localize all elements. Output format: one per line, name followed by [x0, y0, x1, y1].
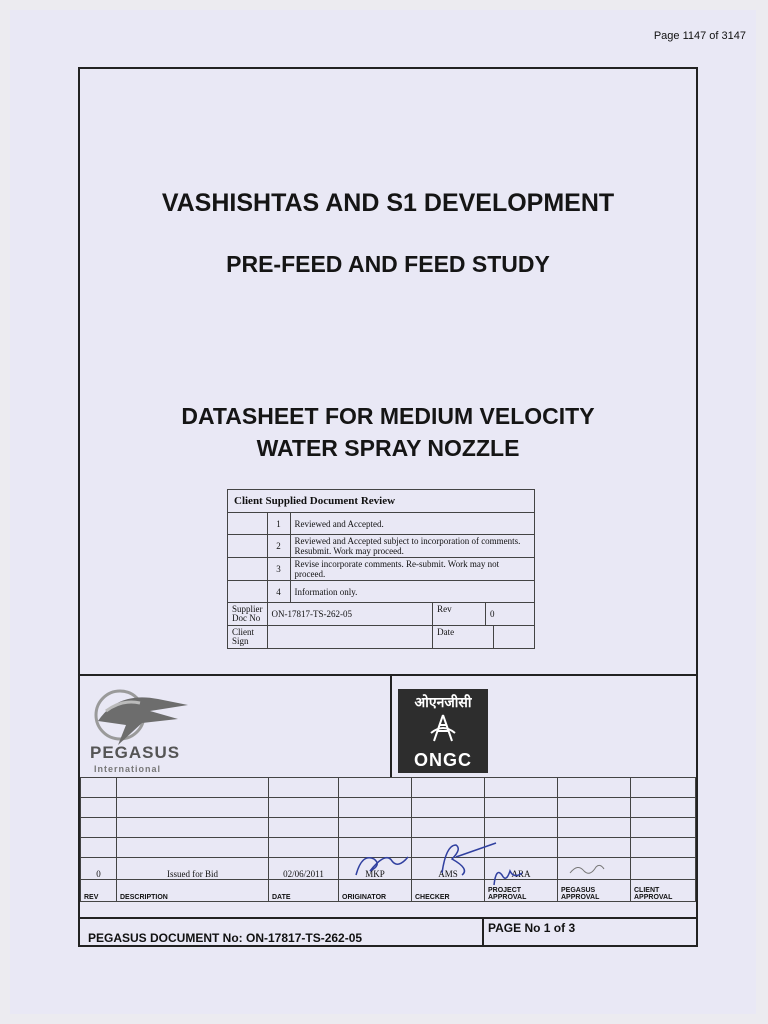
client-sign-value	[267, 626, 433, 649]
description-label: DESCRIPTION	[117, 880, 269, 902]
checker-value: AMS	[412, 858, 485, 880]
client-review-stamp	[227, 489, 535, 649]
pegasus-wordmark: PEGASUS	[90, 743, 181, 762]
date-cell	[433, 626, 535, 649]
divider-line	[482, 917, 484, 947]
review-item-text: Reviewed and Accepted subject to incorporation of comments. Resubmit. Work may proceed.	[290, 535, 535, 558]
doc-number-label: PEGASUS DOCUMENT No:	[88, 931, 243, 945]
review-header: Client Supplied Document Review	[228, 490, 535, 513]
rev-value: 0	[490, 609, 495, 619]
review-item-text: Reviewed and Accepted.	[290, 513, 535, 535]
review-item-number: 4	[267, 581, 290, 603]
originator-label: ORIGINATOR	[339, 880, 412, 902]
originator-value: MKP	[339, 858, 412, 880]
ongc-text: ONGC	[414, 750, 472, 770]
document-title-line1: DATASHEET FOR MEDIUM VELOCITY	[181, 403, 595, 429]
client-sign-label: Client Sign	[228, 626, 268, 649]
rev-cell	[433, 603, 535, 626]
pegasus-approval-signature	[566, 859, 606, 881]
ongc-logo	[398, 689, 488, 773]
review-item-text: Revise incorporate comments. Re-submit. Work may not proceed.	[290, 558, 535, 581]
page-number: PAGE No 1 of 3	[488, 921, 576, 935]
study-title: PRE-FEED AND FEED STUDY	[226, 251, 550, 277]
table-row	[81, 798, 696, 818]
project-approval-signature	[488, 861, 528, 889]
column-labels-row	[81, 880, 696, 902]
doc-number-value: ON-17817-TS-262-05	[246, 931, 363, 945]
project-approval-value: ARA	[485, 858, 558, 880]
page-counter: Page 1147 of 3147	[653, 30, 746, 42]
review-item-number: 1	[267, 513, 290, 535]
supplier-doc-label: Supplier Doc No	[228, 603, 268, 626]
review-item-number: 3	[267, 558, 290, 581]
document-title	[80, 400, 696, 464]
client-approval-label: CLIENT APPROVAL	[631, 880, 696, 902]
document-title-line2: WATER SPRAY NOZZLE	[256, 435, 520, 461]
revision-table	[80, 777, 696, 902]
table-row	[81, 818, 696, 838]
checker-label: CHECKER	[412, 880, 485, 902]
rev-value: 0	[81, 858, 117, 880]
divider-line	[390, 674, 392, 777]
pegasus-approval-label: PEGASUS APPROVAL	[558, 880, 631, 902]
table-row	[81, 778, 696, 798]
date-label: DATE	[269, 880, 339, 902]
date-label: Date	[433, 626, 494, 648]
review-item-number: 2	[267, 535, 290, 558]
rev-label: Rev	[433, 603, 486, 625]
description-value: Issued for Bid	[117, 858, 269, 880]
originator-signature	[352, 849, 412, 881]
project-approval-label: PROJECT APPROVAL	[485, 880, 558, 902]
pegasus-document-number	[88, 931, 362, 945]
rev-label: REV	[81, 880, 117, 902]
review-item-text: Information only.	[290, 581, 535, 603]
supplier-doc-value	[267, 603, 433, 626]
divider-line	[80, 674, 696, 676]
project-title: VASHISHTAS AND S1 DEVELOPMENT	[161, 189, 615, 217]
divider-line	[80, 917, 696, 919]
derrick-icon	[428, 713, 458, 743]
date-value: 02/06/2011	[269, 858, 339, 880]
ongc-hindi-text: ओएनजीसी	[414, 694, 472, 710]
supplier-doc-number: ON-17817-TS-262-05	[271, 609, 352, 619]
pegasus-international: International	[94, 764, 162, 774]
title-block-frame	[78, 67, 698, 947]
